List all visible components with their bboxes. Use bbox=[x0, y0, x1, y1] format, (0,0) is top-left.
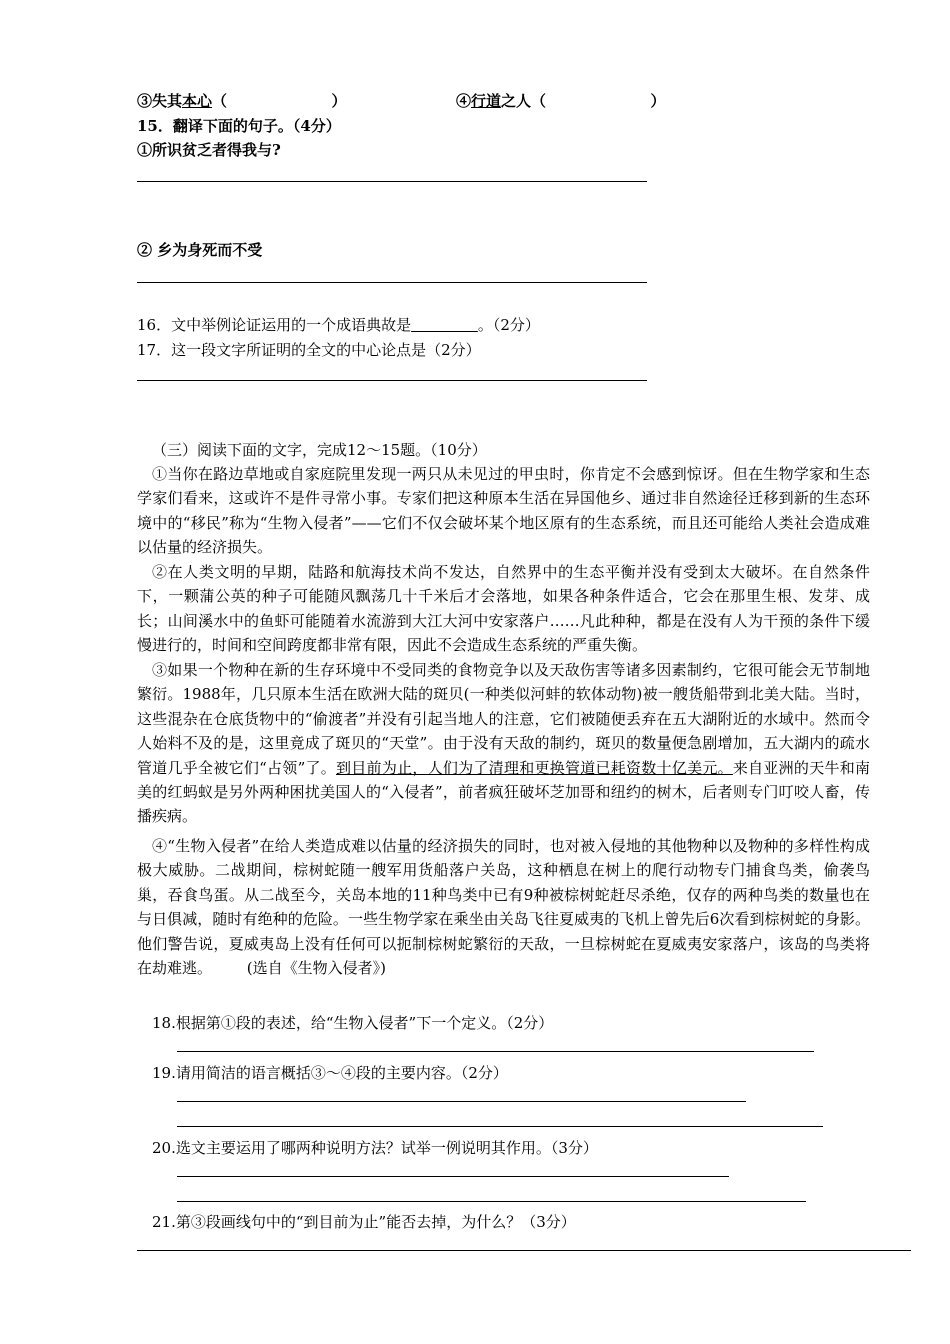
answer-line-q18[interactable] bbox=[177, 1051, 814, 1052]
passage-paragraph-4 bbox=[137, 834, 870, 980]
q21-prompt: 21.第③段画线句中的“到目前为止”能否去掉，为什么？（3分） bbox=[152, 1213, 576, 1231]
answer-line-q20-1[interactable] bbox=[177, 1176, 729, 1177]
answer-line-q20-2[interactable] bbox=[177, 1201, 806, 1202]
section3-heading: （三）阅读下面的文字，完成12～15题。（10分） bbox=[152, 441, 487, 459]
passage-paragraph-3 bbox=[137, 658, 870, 829]
answer-line-q17[interactable] bbox=[137, 380, 647, 381]
p3-text-b: 来自亚洲的天牛和南美的红蚂蚁是另外两种困扰美国人的“入侵者”，前者疯狂破坏芝加哥和纽约的树木，后者则专门叮咬人畜，传播疾病。 bbox=[137, 758, 870, 826]
answer-line-q19-1[interactable] bbox=[177, 1101, 746, 1102]
answer-line-q19-2[interactable] bbox=[177, 1126, 823, 1127]
passage-source: (选自《生物入侵者》) bbox=[246, 959, 387, 978]
q15-sentence-2: ② 乡为身死而不受 bbox=[137, 241, 263, 259]
q14-item4-suffix: 之人（ ） bbox=[501, 92, 666, 110]
q16-prompt bbox=[137, 314, 540, 335]
q19-prompt: 19.请用简洁的语言概括③～④段的主要内容。（2分） bbox=[152, 1064, 508, 1082]
q20-prompt: 20.选文主要运用了哪两种说明方法？试举一例说明其作用。（3分） bbox=[152, 1139, 598, 1157]
q14-item3-paren: （ ） bbox=[212, 92, 347, 110]
q14-item3-prefix: ③失其 bbox=[137, 92, 183, 110]
q14-item4-prefix: ④ bbox=[456, 92, 472, 110]
p4-text: ④“生物入侵者”在给人类造成难以估量的经济损失的同时，也对被入侵地的其他物种以及物种的多样性构成极大威胁。二战期间，棕树蛇随一艘军用货船落户关岛，这种栖息在树上的爬行动物专门捕食鸟类，偷袭鸟巢，吞食鸟蛋。从二战至今，关岛本地的11种鸟类中已有9种被棕树蛇赶尽杀绝，仅存的两种鸟类的数量也在与日俱减，随时有绝种的危险。一些生物学家在乘坐由关岛飞往夏威夷的飞机上曾先后6次看到棕树蛇的身影。他们警告说，夏威夷岛上没有任何可以扼制棕树蛇繁衍的天敌，一旦棕树蛇在夏威夷安家落户，该岛的鸟类将在劫难逃。 bbox=[137, 837, 870, 978]
q14-item3-term: 本心 bbox=[182, 92, 213, 110]
q15-title: 15．翻译下面的句子。（4分） bbox=[137, 117, 341, 135]
passage-paragraph-2: ②在人类文明的早期，陆路和航海技术尚不发达，自然界中的生态平衡并没有受到太大破坏。在自然条件下，一颗蒲公英的种子可能随风飘荡几十千米后才会落地，如果各种条件适合，它会在那里生根、发芽、成长；山间溪水中的鱼虾可能随着水流游到大江大河中安家落户……凡此种种，都是在没有人为干预的条件下缓慢进行的，时间和空间跨度都非常有限，因此不会造成生态系统的严重失衡。 bbox=[137, 563, 870, 655]
q14-item4 bbox=[456, 90, 665, 111]
q16-blank[interactable] bbox=[411, 316, 478, 334]
q15-sentence-1: ①所识贫乏者得我与? bbox=[137, 141, 281, 159]
answer-line-q21[interactable] bbox=[137, 1250, 911, 1251]
answer-line-q15-2[interactable] bbox=[137, 282, 647, 283]
answer-line-q15-1[interactable] bbox=[137, 181, 647, 182]
p3-underlined-sentence: 到目前为止，人们为了清理和更换管道已耗资数十亿美元。 bbox=[336, 758, 733, 777]
q14-item4-term: 行道 bbox=[471, 92, 502, 110]
q14-item3 bbox=[137, 90, 346, 111]
q16-text-before: 16．文中举例论证运用的一个成语典故是 bbox=[137, 316, 412, 334]
q18-prompt: 18.根据第①段的表述，给“生物入侵者”下一个定义。（2分） bbox=[152, 1014, 554, 1032]
q17-prompt: 17．这一段文字所证明的全文的中心论点是（2分） bbox=[137, 341, 481, 359]
q16-text-after: 。（2分） bbox=[477, 316, 540, 334]
passage-paragraph-1: ①当你在路边草地或自家庭院里发现一两只从未见过的甲虫时，你肯定不会感到惊讶。但在生物学家和生态学家们看来，这或许不是件寻常小事。专家们把这种原本生活在异国他乡、通过非自然途径迁移到新的生态环境中的“移民”称为“生物入侵者”——它们不仅会破坏某个地区原有的生态系统，而且还可能给人类社会造成难以估量的经济损失。 bbox=[137, 465, 870, 557]
p3-text-a: ③如果一个物种在新的生存环境中不受同类的食物竞争以及天敌伤害等诸多因素制约，它很可能会无节制地繁衍。1988年，几只原本生活在欧洲大陆的斑贝(一种类似河蚌的软体动物)被一艘货船带到北美大陆。当时，这些混杂在仓底货物中的“偷渡者”并没有引起当地人的注意，它们被随便丢弃在五大湖附近的水域中。然而令人始料不及的是，这里竟成了斑贝的“天堂”。由于没有天敌的制约，斑贝的数量便急剧增加，五大湖内的疏水管道几乎全被它们“占领”了。 bbox=[137, 661, 870, 777]
